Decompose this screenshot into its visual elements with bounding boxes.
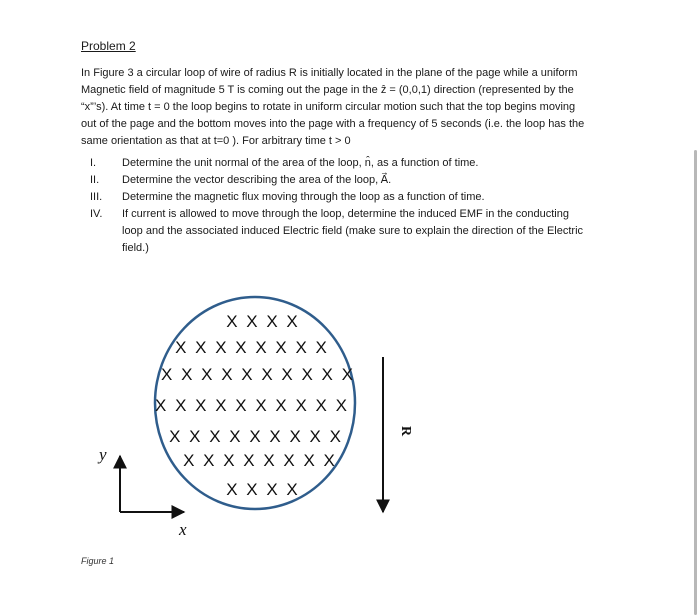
- scrollbar[interactable]: [691, 0, 700, 615]
- task-text: If current is allowed to move through the loop, determine the induced EMF in the conducting: [122, 208, 569, 220]
- task-number: IV.: [90, 208, 103, 220]
- field-row: X X X X X X X X X X: [155, 396, 349, 415]
- task-text: Determine the vector describing the area of the loop, A⃗.: [122, 174, 392, 186]
- radius-label: R: [398, 425, 413, 437]
- task-number: III.: [90, 191, 103, 203]
- figure-caption: Figure 1: [81, 556, 115, 566]
- field-row: X X X X: [226, 312, 300, 331]
- task-number: II.: [90, 174, 100, 186]
- statement-line: out of the page and the bottom moves into the page with a frequency of 5 seconds (i.e. the loop has the: [81, 118, 585, 130]
- scrollbar-thumb[interactable]: [694, 150, 697, 615]
- x-axis-label: x: [179, 520, 187, 539]
- statement-line: “x”’s). At time t = 0 the loop begins to rotate in uniform circular motion such that the top begins moving: [81, 101, 576, 113]
- problem-title: Problem 2: [81, 39, 136, 53]
- field-row: X X X X X X X X: [183, 451, 337, 470]
- task-text: Determine the magnetic flux moving through the loop as a function of time.: [122, 191, 485, 203]
- statement-line: In Figure 3 a circular loop of wire of radius R is initially located in the plane of the page while a uniform: [81, 67, 578, 79]
- statement-line: same orientation as that at t=0 ). For arbitrary time t > 0: [81, 135, 351, 147]
- field-row: X X X X X X X X X X: [161, 365, 355, 384]
- field-row: X X X X: [226, 480, 300, 499]
- task-text: loop and the associated induced Electric field (make sure to explain the direction of the Electric: [122, 225, 584, 237]
- field-row: X X X X X X X X: [175, 338, 329, 357]
- task-number: I.: [90, 157, 97, 169]
- y-axis-label: y: [99, 445, 107, 464]
- field-row: X X X X X X X X X: [169, 427, 343, 446]
- task-text: field.): [122, 242, 149, 254]
- statement-line: Magnetic field of magnitude 5 T is coming out the page in the ẑ = (0,0,1) direction (represented by the: [81, 84, 574, 96]
- task-text: Determine the unit normal of the area of the loop, n̂, as a function of time.: [122, 157, 479, 169]
